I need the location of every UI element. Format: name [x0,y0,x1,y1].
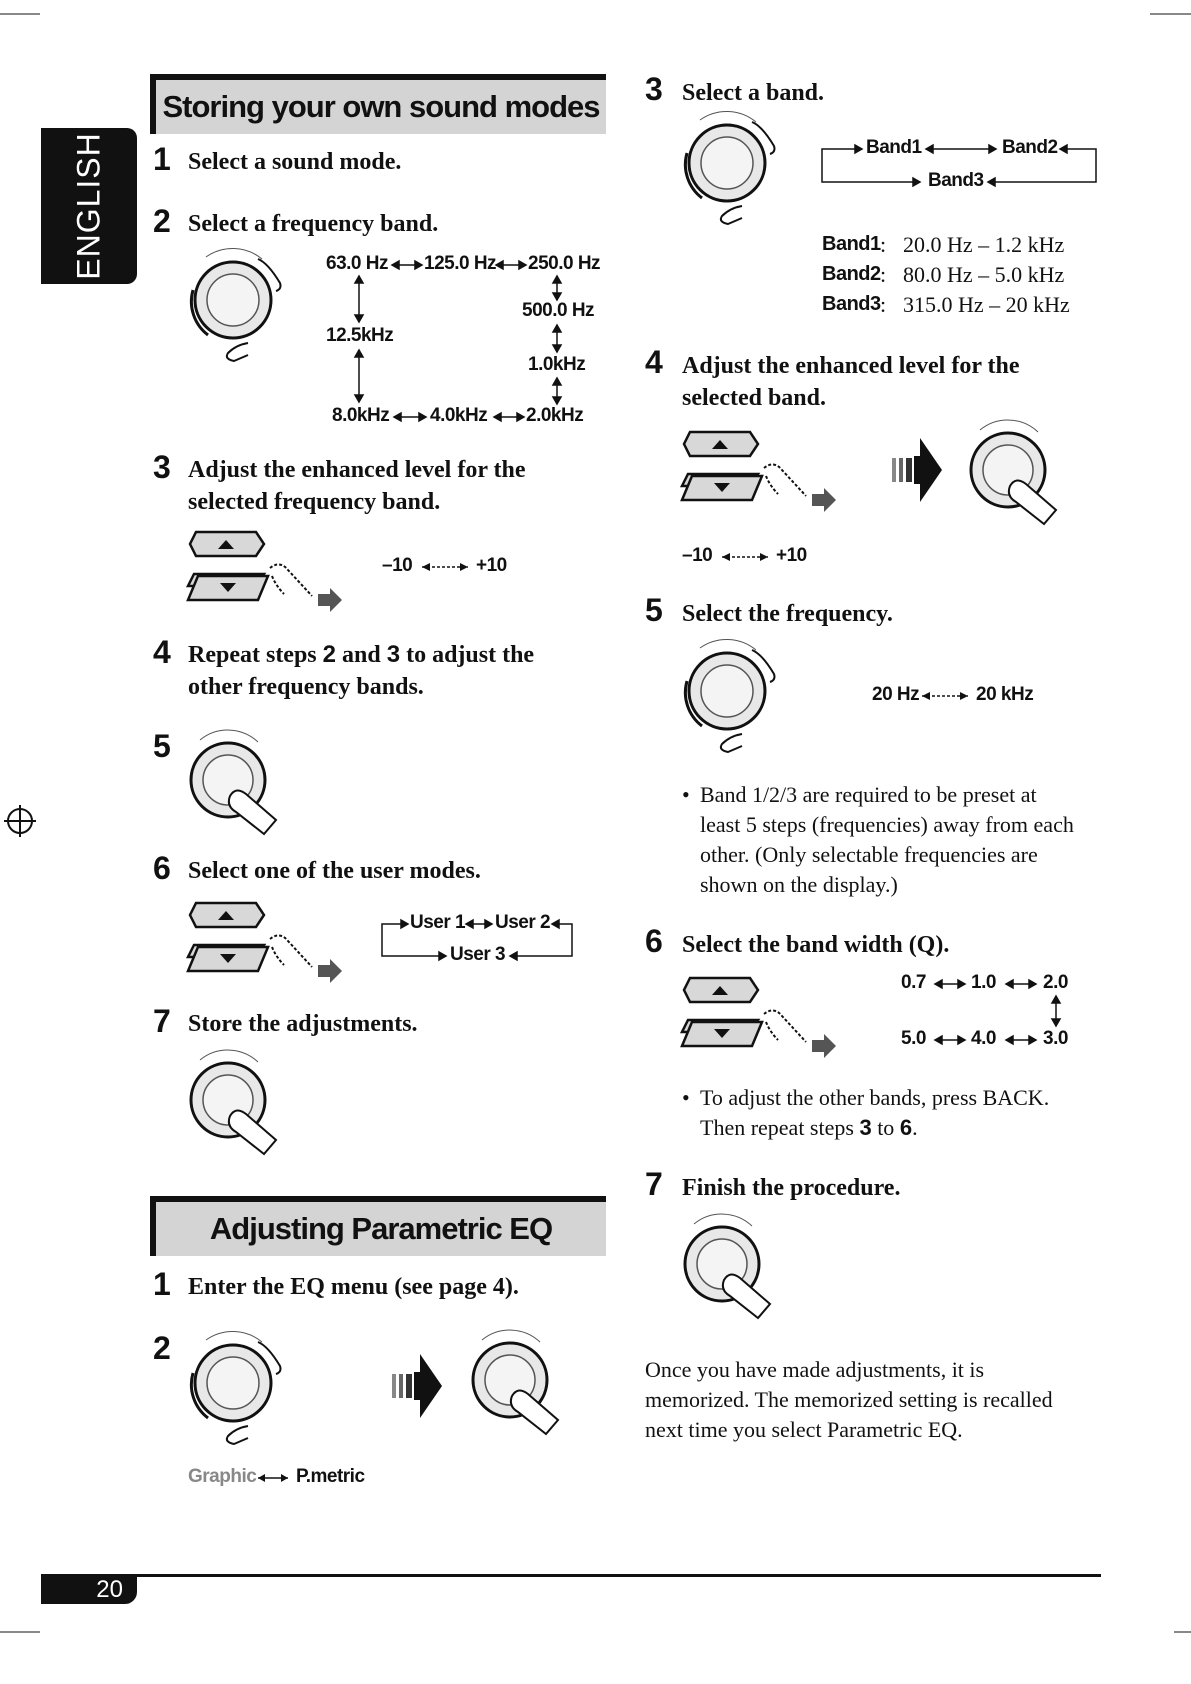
freq-label: 250.0 Hz [528,253,601,274]
freq-label: 125.0 Hz [424,253,497,274]
step-number: 4 [153,634,171,670]
step-number: 3 [645,71,663,107]
step-text: Select the band width (Q). [682,932,950,958]
step-number: 6 [645,923,663,959]
step-number: 4 [645,344,663,380]
level-max: +10 [476,555,507,576]
band-range-name: Band2 [822,263,881,285]
band-label: Band3 [928,170,984,191]
step-number: 2 [153,203,171,239]
step-text: Enter the EQ menu (see page 4). [188,1274,519,1300]
note-line: other. (Only selectable frequencies are [700,842,1038,867]
q-value: 0.7 [901,972,926,993]
user-mode-label: User 3 [450,944,506,965]
q-value: 1.0 [971,972,996,993]
control-knob-turn-icon [188,1338,288,1448]
note-line: Then repeat steps 3 to 6. [700,1115,918,1140]
step-text: selected frequency band. [188,489,441,515]
step-number: 1 [153,141,171,177]
closing-line: memorized. The memorized setting is recalled [645,1387,1053,1412]
freq-label: 8.0kHz [332,405,390,426]
step-text: Select the frequency. [682,601,893,627]
step-text: Store the adjustments. [188,1011,418,1037]
freq-label: 1.0kHz [528,354,586,375]
step-number: 5 [645,592,663,628]
language-tab-label: ENGLISH [70,132,107,280]
control-knob-press-icon [188,1058,288,1158]
eq-mode-pmetric: P.metric [296,1466,365,1487]
eq-mode-graphic: Graphic [188,1466,257,1487]
closing-line: Once you have made adjustments, it is [645,1357,985,1382]
step-text: Adjust the enhanced level for the [682,353,1020,379]
footer-rule [41,1574,1101,1577]
band-range-name: Band1 [822,233,881,255]
page-number: 20 [96,1576,123,1603]
freq-min: 20 Hz [872,684,920,705]
band-label: Band2 [1002,137,1058,158]
q-value: 5.0 [901,1028,926,1049]
step-text: Repeat steps 2 and 3 to adjust the [188,641,535,668]
step-text: Adjust the enhanced level for the [188,457,526,483]
step-number: 1 [153,1266,171,1302]
freq-label: 4.0kHz [430,405,488,426]
note-line: Band 1/2/3 are required to be preset at [700,782,1037,807]
step-number: 5 [153,728,171,764]
q-value: 2.0 [1043,972,1068,993]
band-range-value: 80.0 Hz – 5.0 kHz [903,262,1065,287]
band-range-name: Band3 [822,293,881,315]
step-text: selected band. [682,385,826,411]
note-line: least 5 steps (frequencies) away from each [700,812,1074,837]
q-value: 4.0 [971,1028,996,1049]
step-text: Finish the procedure. [682,1175,901,1201]
section-title: Adjusting Parametric EQ [209,1211,553,1246]
freq-max: 20 kHz [976,684,1034,705]
freq-label: 12.5kHz [326,325,394,346]
step-number: 6 [153,850,171,886]
user-mode-label: User 2 [495,912,551,933]
freq-label: 63.0 Hz [326,253,388,274]
step-number: 7 [645,1166,663,1202]
section-title: Storing your own sound modes [162,89,600,124]
then-arrow-icon [392,1354,442,1418]
step-text: Select one of the user modes. [188,858,481,884]
control-knob-press-icon [682,1222,782,1322]
freq-label: 2.0kHz [526,405,584,426]
step-text: Select a frequency band. [188,211,439,237]
level-min: –10 [382,555,413,576]
step-number: 2 [153,1330,171,1366]
step-number: 7 [153,1003,171,1039]
band-range-colon: : [880,232,887,257]
q-value: 3.0 [1043,1028,1068,1049]
level-min: –10 [682,545,713,566]
control-knob-press-icon [470,1338,570,1438]
band-range-value: 20.0 Hz – 1.2 kHz [903,232,1065,257]
step-text: Select a band. [682,80,825,106]
user-mode-label: User 1 [410,912,466,933]
band-range-value: 315.0 Hz – 20 kHz [903,292,1070,317]
freq-label: 500.0 Hz [522,300,595,321]
band-range-colon: : [880,262,887,287]
band-range-colon: : [880,292,887,317]
section-heading-parametric [150,1196,606,1256]
level-max: +10 [776,545,807,566]
step-number: 3 [153,449,171,485]
step-text: other frequency bands. [188,674,424,700]
page-number-tab [41,1574,137,1604]
note-line: shown on the display.) [700,872,898,897]
closing-line: next time you select Parametric EQ. [645,1417,963,1442]
note-line: To adjust the other bands, press BACK. [700,1085,1050,1110]
step-text: Select a sound mode. [188,149,402,175]
band-label: Band1 [866,137,922,158]
mode-arrow [256,1471,290,1485]
